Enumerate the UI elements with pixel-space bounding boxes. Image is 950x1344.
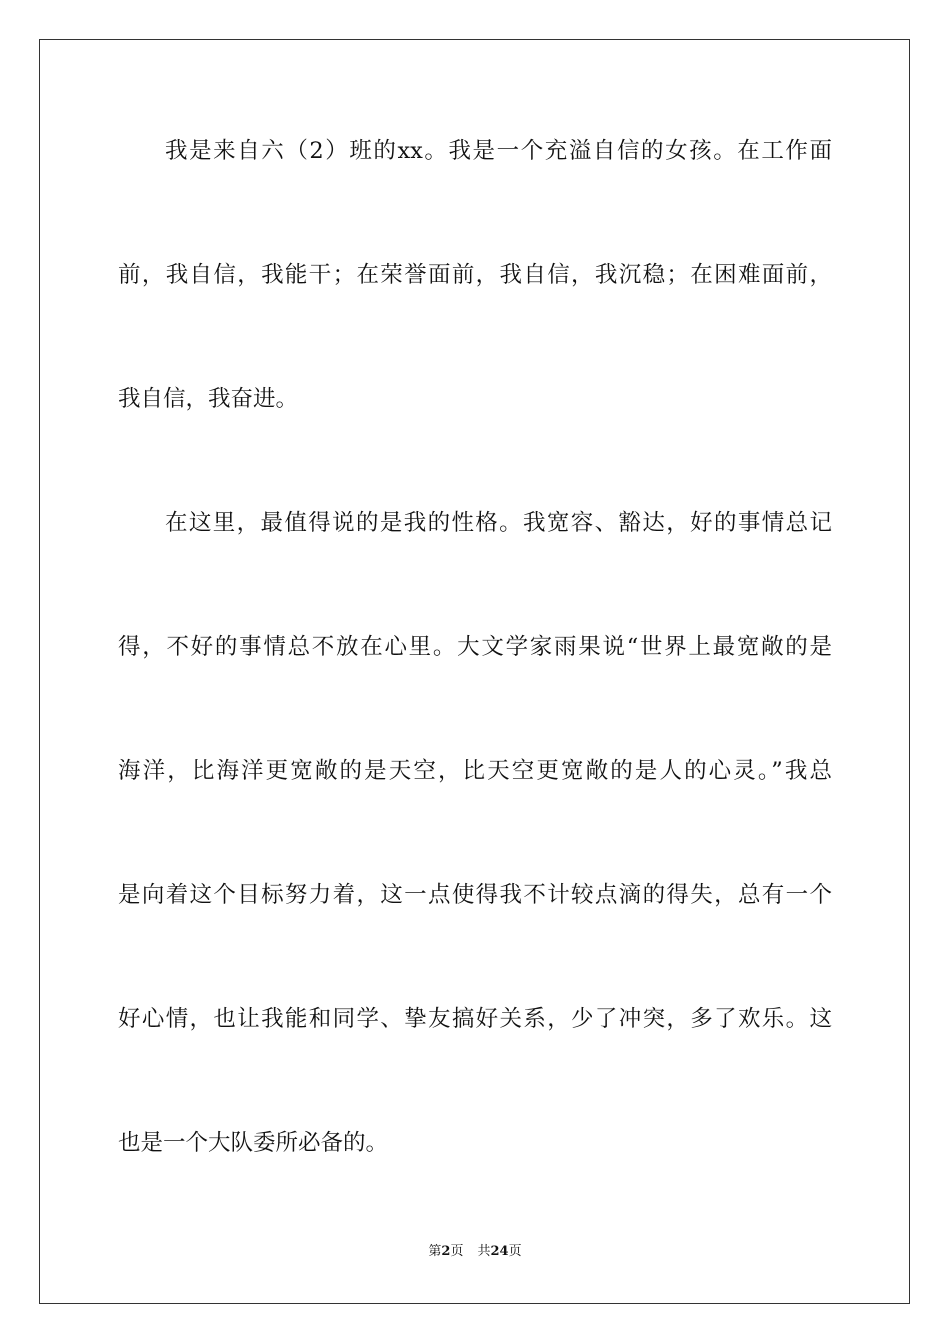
paragraph-1-line-1: 我是来自六（2）班的xx。我是一个充溢自信的女孩。在工作面 xyxy=(165,138,832,164)
paragraph-1-line-2: 前，我自信，我能干；在荣誉面前，我自信，我沉稳；在困难面前， xyxy=(118,262,832,288)
paragraph-2-line-3: 海洋，比海洋更宽敞的是天空，比天空更宽敞的是人的心灵。”我总 xyxy=(118,758,832,784)
paragraph-2-line-2: 得，不好的事情总不放在心里。大文学家雨果说“世界上最宽敞的是 xyxy=(118,634,832,660)
paragraph-2-line-4: 是向着这个目标努力着，这一点使得我不计较点滴的得失，总有一个 xyxy=(118,882,832,908)
page-border xyxy=(39,39,910,1304)
page-suffix: 页 xyxy=(450,1244,464,1259)
paragraph-1-line-3: 我自信，我奋进。 xyxy=(118,386,299,412)
page-prefix: 第 xyxy=(428,1244,442,1259)
current-page-number: 2 xyxy=(441,1244,451,1259)
total-suffix: 页 xyxy=(508,1244,522,1259)
paragraph-2-line-5: 好心情，也让我能和同学、挚友搞好关系，少了冲突，多了欢乐。这 xyxy=(118,1006,832,1032)
page-footer xyxy=(0,1243,950,1261)
paragraph-2-line-1: 在这里，最值得说的是我的性格。我宽容、豁达，好的事情总记 xyxy=(165,510,832,536)
total-prefix: 共 xyxy=(477,1244,491,1259)
total-pages-number: 24 xyxy=(490,1244,509,1259)
paragraph-2-line-6: 也是一个大队委所必备的。 xyxy=(118,1130,389,1156)
